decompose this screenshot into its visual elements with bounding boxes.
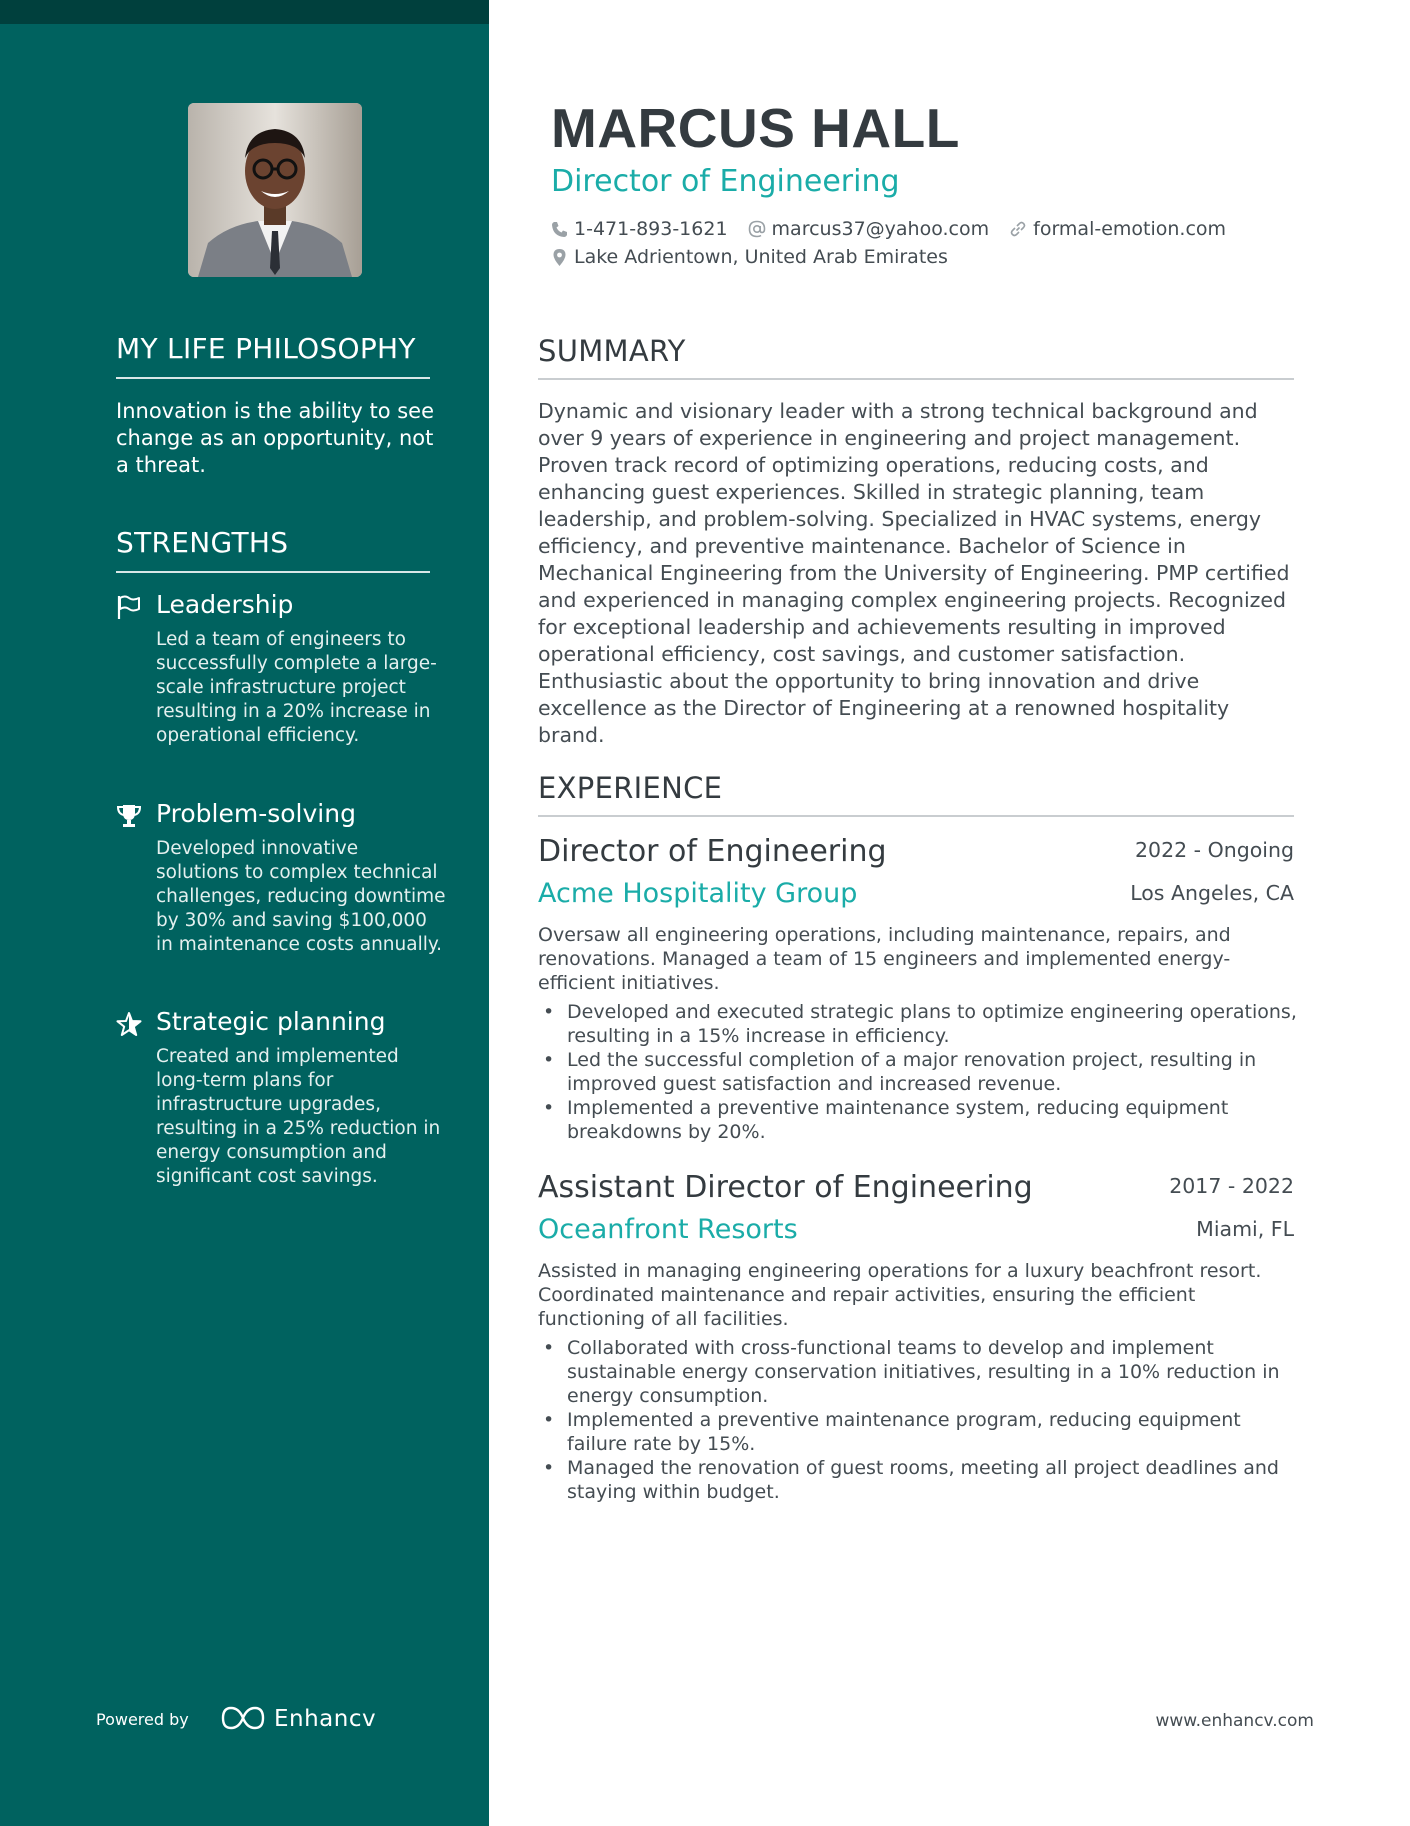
job-bullets: [538, 1000, 1298, 1144]
phone-icon: [551, 221, 568, 238]
trophy-icon: [116, 803, 142, 829]
at-icon: [748, 220, 766, 238]
strength-description: Created and implemented long-term plans for infrastructure upgrades, resulting in a 25% reduction in energy consumption and significant cost savings.: [156, 1046, 441, 1187]
strength-title: Problem-solving: [156, 799, 356, 828]
enhancv-brand: Enhancv: [274, 1706, 377, 1732]
candidate-name: MARCUS HALL: [551, 97, 960, 159]
job-company: Oceanfront Resorts: [538, 1214, 798, 1245]
profile-photo: [188, 103, 362, 277]
job-location: Los Angeles, CA: [1130, 881, 1294, 905]
candidate-title: Director of Engineering: [551, 164, 900, 199]
job-dates: 2017 - 2022: [1169, 1174, 1294, 1198]
job-bullet: • Implemented a preventive maintenance program, reducing equipment failure rate by 15%.: [538, 1408, 1298, 1456]
job-title: Assistant Director of Engineering: [538, 1170, 1033, 1205]
strength-description: Developed innovative solutions to complex technical challenges, reducing downtime by 30% and saving $100,000 in maintenance costs annually.: [156, 838, 446, 955]
job-description: Oversaw all engineering operations, including maintenance, repairs, and renovations. Managed a team of 15 engineers and implemented energy-efficient initiatives.: [538, 924, 1231, 994]
summary-heading: SUMMARY: [538, 334, 1294, 380]
job-description: Assisted in managing engineering operations for a luxury beachfront resort. Coordinated maintenance and repair activities, ensuring the efficient functioning of all facilities.: [538, 1260, 1262, 1330]
contact-website: [1009, 218, 1226, 240]
job-bullets: [538, 1336, 1298, 1504]
contact-location: [551, 246, 948, 268]
job-bullet: • Implemented a preventive maintenance system, reducing equipment breakdowns by 20%.: [538, 1096, 1298, 1144]
star-icon: [116, 1011, 142, 1037]
job-bullet: • Developed and executed strategic plans to optimize engineering operations, resulting in a 15% increase in efficiency.: [538, 1000, 1298, 1048]
contact-row: [551, 218, 1246, 240]
experience-heading: EXPERIENCE: [538, 771, 1294, 817]
sidebar: [0, 0, 489, 1826]
powered-by-label: Powered by: [96, 1710, 189, 1729]
job-title: Director of Engineering: [538, 834, 887, 869]
job-company: Acme Hospitality Group: [538, 878, 858, 909]
location-row: [551, 246, 968, 268]
summary-text: Dynamic and visionary leader with a strong technical background and over 9 years of experience in engineering and project management. Proven track record of optimizing operations, reducing costs, and enhancing guest experiences. Skilled in strategic planning, team leadership, and problem-solving. Specialized in HVAC systems, energy efficiency, and preventive maintenance. Bachelor of Science in Mechanical Engineering from the University of Engineering. PMP certified and experienced in managing complex engineering projects. Recognized for exceptional leadership and achievements resulting in improved operational efficiency, cost savings, and customer satisfaction. Enthusiastic about the opportunity to bring innovation and drive excellence as the Director of Engineering at a renowned hospitality brand.: [538, 399, 1290, 747]
phone-text: 1-471-893-1621: [574, 218, 728, 240]
job-bullet: • Collaborated with cross-functional teams to develop and implement sustainable energy conservation initiatives, resulting in a 10% reduction in energy consumption.: [538, 1336, 1298, 1408]
job-bullet: • Managed the renovation of guest rooms, meeting all project deadlines and staying within budget.: [538, 1456, 1298, 1504]
strength-title: Strategic planning: [156, 1007, 386, 1036]
job-bullet: • Led the successful completion of a major renovation project, resulting in improved guest satisfaction and increased revenue.: [538, 1048, 1298, 1096]
website-text: formal-emotion.com: [1033, 218, 1227, 240]
location-pin-icon: [551, 248, 568, 267]
contact-email: [748, 218, 990, 240]
email-text: marcus37@yahoo.com: [771, 218, 990, 240]
strengths-heading: STRENGTHS: [116, 526, 430, 573]
strength-title: Leadership: [156, 590, 294, 619]
strength-description: Led a team of engineers to successfully complete a large-scale infrastructure project resulting in a 20% increase in operational efficiency.: [156, 629, 437, 746]
sidebar-top-band: [0, 0, 489, 24]
enhancv-website[interactable]: www.enhancv.com: [1155, 1711, 1314, 1731]
profile-photo-illustration: [188, 103, 362, 277]
contact-phone: [551, 218, 728, 240]
job-location: Miami, FL: [1196, 1217, 1294, 1241]
location-text: Lake Adrientown, United Arab Emirates: [574, 246, 948, 268]
job-dates: 2022 - Ongoing: [1135, 838, 1294, 862]
flag-icon: [116, 594, 142, 620]
philosophy-text: Innovation is the ability to see change as an opportunity, not a threat.: [116, 399, 435, 477]
philosophy-heading: MY LIFE PHILOSOPHY: [116, 332, 430, 379]
link-icon: [1009, 220, 1027, 238]
